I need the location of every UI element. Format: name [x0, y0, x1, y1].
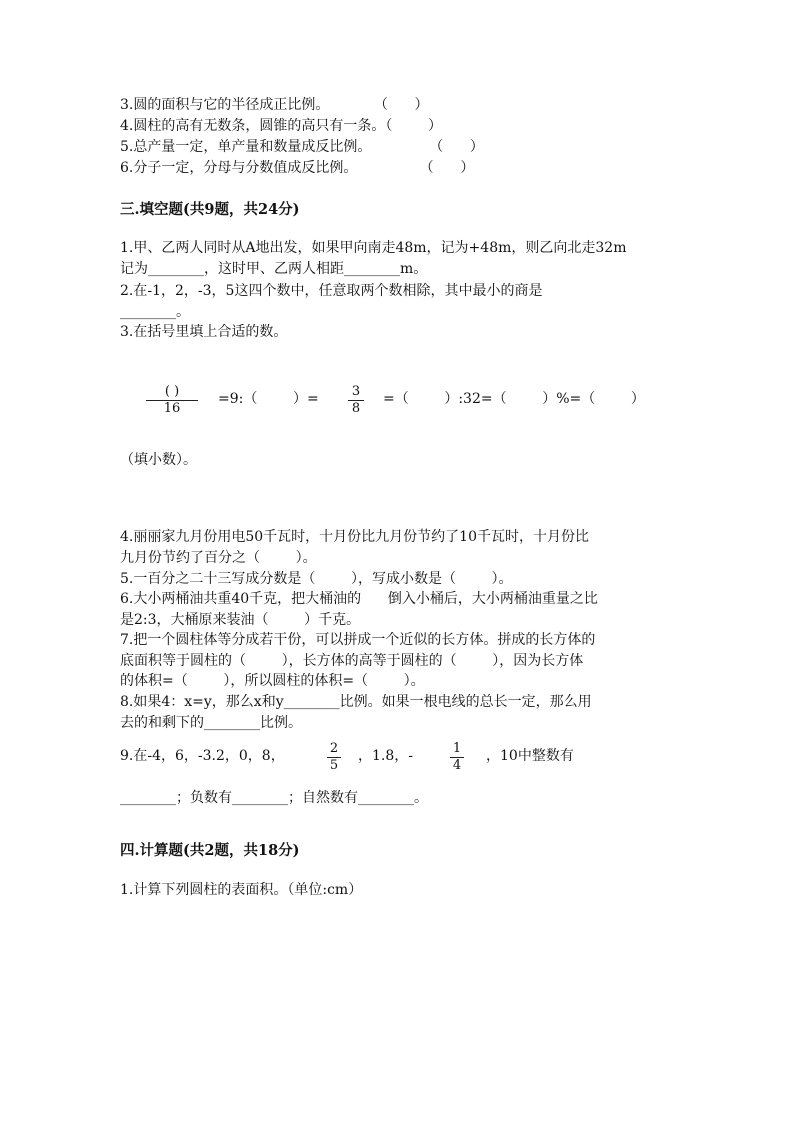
q3-fraction-1-denominator: 16 [163, 401, 181, 416]
q6-line1: 6.大小两桶油共重40千克，把大桶油的 倒入小桶后，大小两桶油重量之比 [120, 591, 598, 607]
q5-line: 5.一百分之二十三写成分数是（ ），写成小数是（ ）。 [120, 571, 513, 587]
q1-line2: 记为________，这时甲、乙两人相距________m。 [120, 261, 428, 277]
judge-item-4: 4.圆柱的高有无数条，圆锥的高只有一条。（ ） [120, 118, 442, 134]
q9-fraction-1 [327, 741, 341, 774]
q7-line3: 的体积=（ ），所以圆柱的体积=（ ）。 [120, 673, 425, 689]
judge-item-6: 6.分子一定，分母与分数值成反比例。 （ ） [120, 160, 475, 176]
q3-fraction-2 [348, 384, 364, 417]
judge-item-3: 3.圆的面积与它的半径成正比例。 （ ） [120, 97, 429, 113]
q9-part2: ，1.8，- [358, 748, 413, 764]
q3-fraction-2-denominator: 8 [351, 401, 361, 416]
section4-title: 四.计算题(共2题，共18分) [120, 842, 300, 859]
q3-fraction-1-numerator: ( ) [146, 384, 198, 401]
q9-fraction-2 [450, 741, 464, 774]
q3-note: （填小数）。 [120, 452, 197, 468]
q7-line2: 底面积等于圆柱的（ ），长方体的高等于圆柱的（ ），因为长方体 [120, 653, 584, 669]
q9-fraction-2-numerator: 1 [450, 741, 464, 758]
q9-fraction-2-denominator: 4 [452, 758, 462, 773]
q1-line1: 1.甲、乙两人同时从A地出发，如果甲向南走48m，记为+48m，则乙向北走32m [120, 240, 627, 256]
q7-line1: 7.把一个圆柱体等分成若干份，可以拼成一个近似的长方体。拼成的长方体的 [120, 632, 596, 648]
q2-line2: ________。 [120, 304, 190, 320]
q8-line2: 去的和剩下的________比例。 [120, 715, 302, 731]
q3-expression-part2: =（ ）:32=（ ）%=（ ） [383, 391, 645, 407]
q9-line2: ________；负数有________；自然数有________。 [120, 790, 428, 806]
q8-line1: 8.如果4：x=y，那么x和y________比例。如果一根电线的总长一定，那么用 [120, 694, 592, 710]
q6-line2: 是2:3，大桶原来装油（ ）千克。 [120, 612, 361, 628]
section3-title: 三.填空题(共9题，共24分) [120, 201, 300, 218]
q4-line2: 九月份节约了百分之（ ）。 [120, 550, 317, 566]
q3-fraction-2-numerator: 3 [348, 384, 364, 401]
judge-item-5: 5.总产量一定，单产量和数量成反比例。 （ ） [120, 139, 484, 155]
q9-fraction-1-denominator: 5 [329, 758, 339, 773]
q9-part3: ，10中整数有 [486, 748, 574, 764]
calc-item-1: 1.计算下列圆柱的表面积。（单位:cm） [120, 882, 363, 898]
q3-fraction-1 [146, 384, 198, 417]
q3-expression-part1: =9:（ ）= [218, 391, 319, 407]
q9-part1: 9.在-4，6，-3.2，0，8， [120, 748, 285, 764]
q2-line1: 2.在-1，2，-3，5这四个数中，任意取两个数相除，其中最小的商是 [120, 283, 543, 299]
q4-line1: 4.丽丽家九月份用电50千瓦时，十月份比九月份节约了10千瓦时，十月份比 [120, 529, 589, 545]
q3-prompt: 3.在括号里填上合适的数。 [120, 324, 288, 340]
q9-fraction-1-numerator: 2 [327, 741, 341, 758]
